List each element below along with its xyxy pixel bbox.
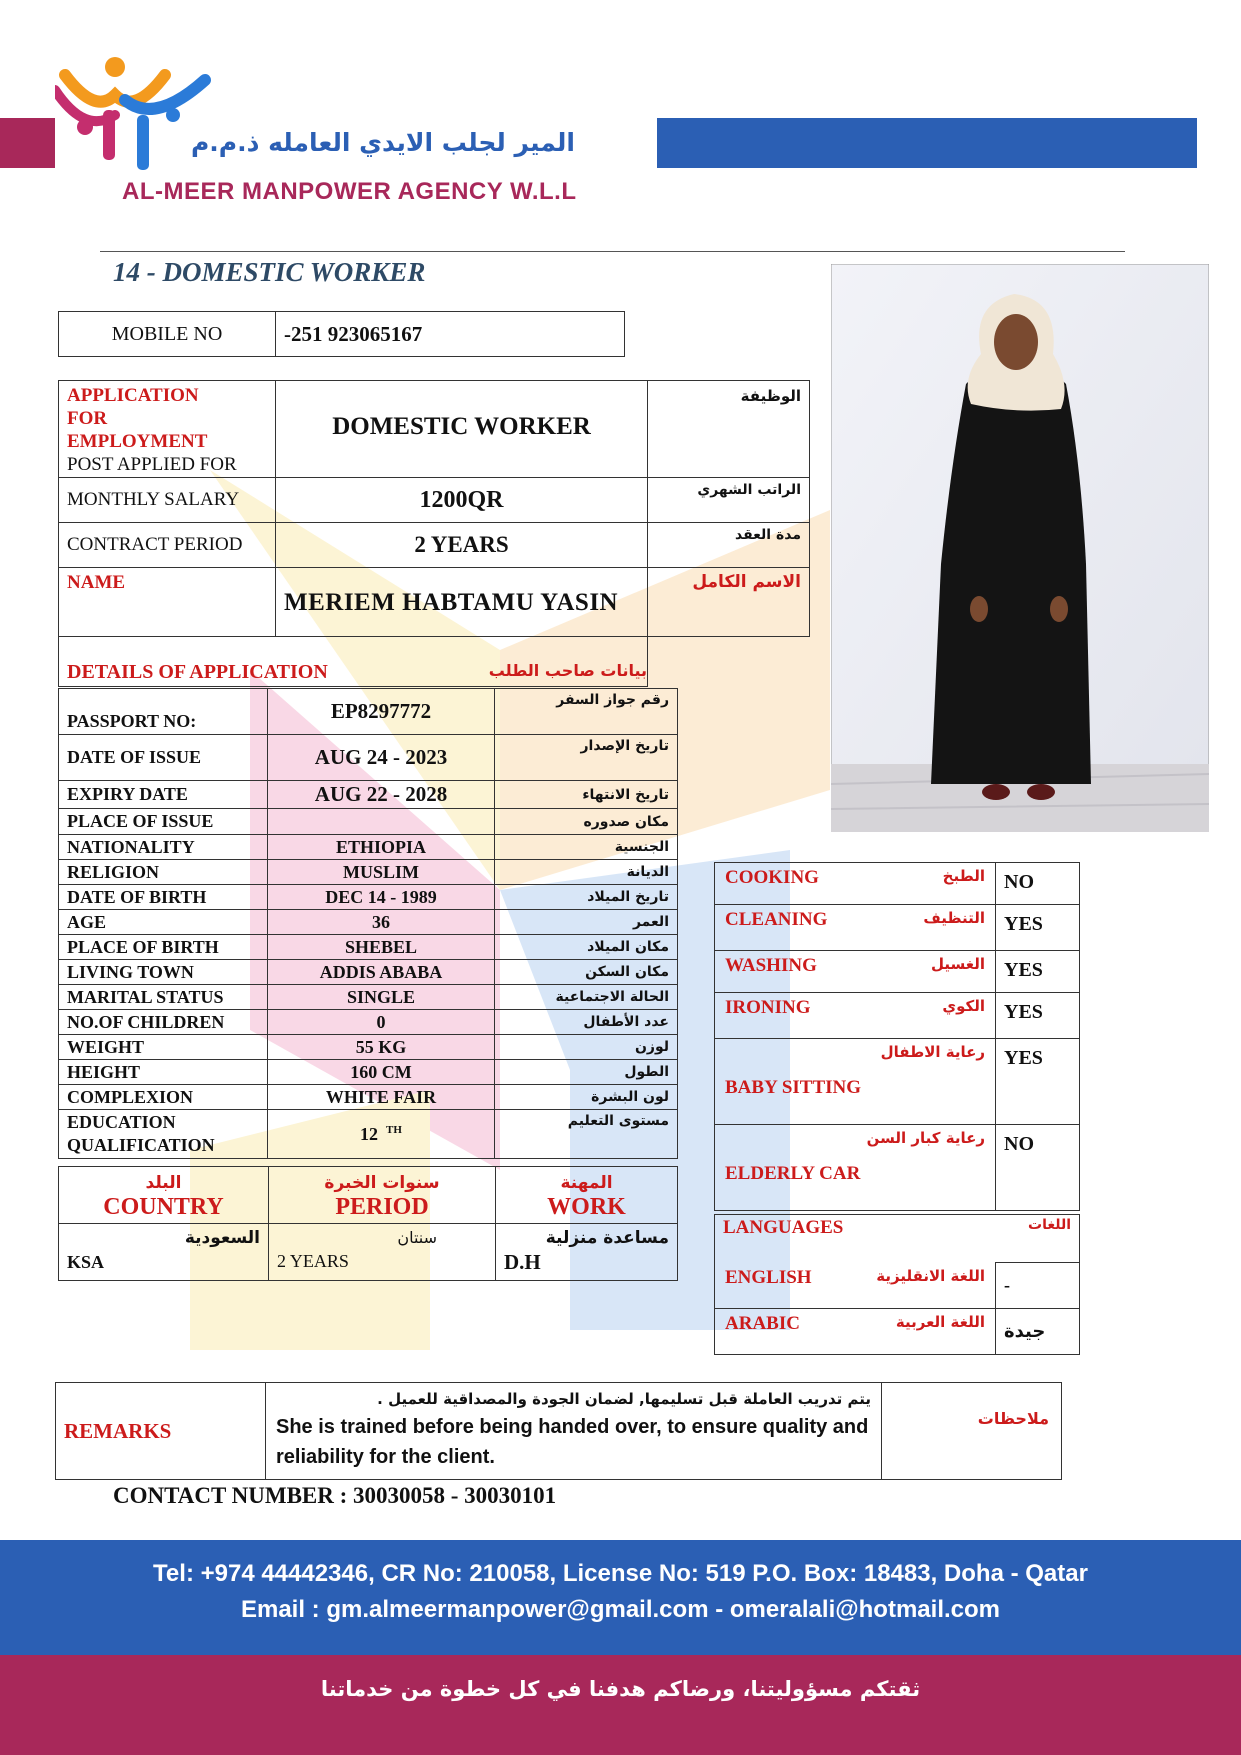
salary-value: 1200QR [276, 478, 648, 523]
details-value [268, 809, 495, 835]
skill-row [715, 951, 1080, 993]
details-arabic: تاريخ الانتهاء [495, 781, 678, 809]
details-label: RELIGION [59, 860, 268, 885]
skill-arabic: الكوي [942, 997, 985, 1015]
details-row [59, 1010, 678, 1035]
skill-value: YES [996, 951, 1080, 993]
remarks-label: REMARKS [56, 1383, 266, 1480]
details-value-text: SINGLE [346, 986, 416, 1007]
skill-arabic: رعاية الاطفال [880, 1043, 985, 1061]
details-value-text: AUG 22 - 2028 [314, 782, 448, 806]
details-row [59, 809, 678, 835]
applicant-photo [831, 264, 1209, 832]
skill-cell [715, 1125, 996, 1211]
details-value [268, 1035, 495, 1060]
language-label: ENGLISH [725, 1266, 812, 1288]
languages-title: LANGUAGES [723, 1217, 844, 1238]
languages-header [715, 1215, 1080, 1263]
remarks-arabic-label: ملاحظات [882, 1383, 1062, 1480]
skill-label: BABY SITTING [725, 1077, 862, 1098]
skill-label: ELDERLY CAR [725, 1163, 861, 1184]
header-right-bar [657, 118, 1197, 168]
company-logo [55, 55, 215, 185]
details-value-text: EP8297772 [330, 699, 432, 723]
details-value [268, 935, 495, 960]
footer-magenta-band [0, 1655, 1241, 1755]
details-row [59, 860, 678, 885]
language-label: ARABIC [725, 1313, 800, 1334]
details-arabic: مكان صدوره [495, 809, 678, 835]
skill-arabic: الطبخ [942, 867, 985, 885]
remarks-text-cell [266, 1383, 882, 1480]
work-cell [496, 1224, 678, 1281]
post-arabic: الوظيفة [648, 381, 810, 478]
period-cell [269, 1224, 496, 1281]
details-table [58, 688, 678, 1159]
details-arabic: تاريخ الميلاد [495, 885, 678, 910]
work-value: D.H [504, 1250, 541, 1274]
skill-label: COOKING [725, 867, 819, 888]
skill-row [715, 905, 1080, 951]
language-level: جيدة [996, 1309, 1080, 1355]
application-for-employment-label: APPLICATION FOR EMPLOYMENT [67, 385, 208, 452]
skill-value: YES [996, 993, 1080, 1039]
skill-row [715, 863, 1080, 905]
details-row [59, 1110, 678, 1159]
contract-arabic: مدة العقد [648, 523, 810, 568]
details-value-text: AUG 24 - 2023 [314, 745, 448, 769]
details-label: PLACE OF ISSUE [59, 809, 268, 835]
details-arabic: رقم جواز السفر [495, 689, 678, 735]
skill-label: IRONING [725, 997, 811, 1018]
details-label: NATIONALITY [59, 835, 268, 860]
salary-arabic: الراتب الشهري [648, 478, 810, 523]
details-value [268, 910, 495, 935]
details-value [268, 1085, 495, 1110]
details-label: PLACE OF BIRTH [59, 935, 268, 960]
details-row [59, 960, 678, 985]
remarks-arabic-text: يتم تدريب العاملة قبل تسليمها, لضمان الجودة والمصداقية للعميل . [377, 1390, 871, 1408]
details-value-text: 12 [360, 1123, 379, 1144]
details-label: COMPLEXION [59, 1085, 268, 1110]
details-arabic: مستوى التعليم [495, 1110, 678, 1159]
details-arabic: تاريخ الإصدار [495, 735, 678, 781]
details-row [59, 910, 678, 935]
details-title: DETAILS OF APPLICATION [67, 661, 328, 683]
languages-table [714, 1214, 1080, 1355]
details-label: WEIGHT [59, 1035, 268, 1060]
details-row [59, 735, 678, 781]
skill-cell [715, 863, 996, 905]
languages-title-arabic: اللغات [1028, 1217, 1071, 1233]
details-value [268, 735, 495, 781]
country-value: KSA [67, 1252, 105, 1272]
name-label: NAME [59, 568, 276, 637]
details-value-text: SHEBEL [344, 936, 418, 957]
header-left-bar [0, 118, 55, 168]
details-label: AGE [59, 910, 268, 935]
skill-arabic: رعاية كبار السن [866, 1129, 985, 1147]
skill-cell [715, 993, 996, 1039]
language-cell [715, 1309, 996, 1355]
footer-contact-line: Tel: +974 44442346, CR No: 210058, License No: 519 P.O. Box: 18483, Doha - Qatar [153, 1560, 1088, 1587]
details-arabic: الديانة [495, 860, 678, 885]
details-value [268, 1010, 495, 1035]
details-label: DATE OF ISSUE [59, 735, 268, 781]
mobile-value: -251 923065167 [276, 312, 625, 357]
period-arabic: سنتان [397, 1228, 437, 1247]
country-header-label: COUNTRY [103, 1194, 224, 1220]
country-cell [59, 1224, 269, 1281]
skills-table [714, 862, 1080, 1211]
details-value [268, 885, 495, 910]
mobile-table [58, 311, 625, 357]
work-arabic: مساعدة منزلية [545, 1228, 669, 1248]
details-arabic: الجنسية [495, 835, 678, 860]
post-applied-label: POST APPLIED FOR [67, 454, 237, 475]
skill-value: NO [996, 1125, 1080, 1211]
name-arabic: الاسم الكامل [648, 568, 810, 637]
skill-row [715, 1125, 1080, 1211]
details-label: HEIGHT [59, 1060, 268, 1085]
mobile-label: MOBILE NO [59, 312, 276, 357]
company-name-arabic: المير لجلب الايدي العامله ذ.م.م [190, 128, 575, 157]
details-value [268, 689, 495, 735]
details-row [59, 1085, 678, 1110]
footer-blue-band [0, 1540, 1241, 1655]
skill-value: YES [996, 1039, 1080, 1125]
details-value-text: DEC 14 - 1989 [325, 886, 437, 907]
period-header-label: PERIOD [335, 1194, 429, 1220]
contract-value: 2 YEARS [276, 523, 648, 568]
details-value-text: ETHIOPIA [335, 836, 427, 857]
details-arabic: عدد الأطفال [495, 1010, 678, 1035]
period-value: 2 YEARS [277, 1251, 349, 1271]
details-row [59, 935, 678, 960]
details-header-cell [59, 637, 648, 687]
period-header [269, 1167, 496, 1224]
language-arabic: اللغة الانقليزية [876, 1266, 985, 1285]
details-row [59, 1060, 678, 1085]
salary-label: MONTHLY SALARY [59, 478, 276, 523]
details-arabic: العمر [495, 910, 678, 935]
country-arabic: السعودية [184, 1228, 260, 1248]
period-header-arabic: سنوات الخبرة [324, 1173, 440, 1193]
details-arabic: مكان الميلاد [495, 935, 678, 960]
details-row [59, 885, 678, 910]
details-row [59, 985, 678, 1010]
details-label: EXPIRY DATE [59, 781, 268, 809]
details-value [268, 985, 495, 1010]
details-value-text: 0 [376, 1011, 386, 1032]
skill-value: YES [996, 905, 1080, 951]
details-arabic: الطول [495, 1060, 678, 1085]
details-value-sup: TH [386, 1123, 402, 1136]
details-value [268, 1060, 495, 1085]
details-value [268, 860, 495, 885]
work-header [496, 1167, 678, 1224]
details-title-arabic: بيانات صاحب الطلب [488, 661, 647, 680]
remarks-table [55, 1382, 1062, 1480]
skill-cell [715, 1039, 996, 1125]
skill-cell [715, 905, 996, 951]
language-row [715, 1263, 1080, 1309]
details-arabic: الحالة الاجتماعية [495, 985, 678, 1010]
footer-email-line: Email : gm.almeermanpower@gmail.com - omeralali@hotmail.com [240, 1596, 1000, 1623]
details-value-text: 55 KG [355, 1036, 407, 1057]
skill-row [715, 993, 1080, 1039]
country-header [59, 1167, 269, 1224]
language-row [715, 1309, 1080, 1355]
skill-row [715, 1039, 1080, 1125]
details-row [59, 1035, 678, 1060]
contract-label: CONTRACT PERIOD [59, 523, 276, 568]
details-row [59, 781, 678, 809]
contact-number: CONTACT NUMBER : 30030058 - 30030101 [113, 1483, 557, 1508]
skill-label: WASHING [725, 955, 817, 976]
post-value: DOMESTIC WORKER [276, 381, 648, 478]
details-value-text: 36 [372, 911, 390, 932]
details-label: PASSPORT NO: [59, 689, 268, 735]
language-level: - [996, 1263, 1080, 1309]
details-value [268, 781, 495, 809]
document-title: 14 - DOMESTIC WORKER [113, 257, 426, 287]
skill-label: CLEANING [725, 909, 828, 930]
application-table [58, 380, 810, 687]
language-cell [715, 1263, 996, 1309]
skill-value: NO [996, 863, 1080, 905]
language-arabic: اللغة العربية [895, 1313, 985, 1331]
skill-arabic: التنظيف [923, 909, 985, 927]
skill-cell [715, 951, 996, 993]
details-arabic: لوزن [495, 1035, 678, 1060]
details-value-text: 160 CM [350, 1061, 412, 1082]
remarks-english-text: She is trained before being handed over, to ensure quality and reliability for the client. [276, 1416, 869, 1468]
details-value-text: MUSLIM [343, 861, 419, 882]
details-value [268, 960, 495, 985]
details-value-text: ADDIS ABABA [319, 961, 443, 982]
details-row [59, 689, 678, 735]
details-row [59, 835, 678, 860]
company-name-english: AL-MEER MANPOWER AGENCY W.L.L [122, 178, 577, 205]
experience-table [58, 1166, 678, 1281]
details-label: MARITAL STATUS [59, 985, 268, 1010]
details-value-text: WHITE FAIR [325, 1086, 437, 1107]
name-value: MERIEM HABTAMU YASIN [276, 568, 648, 637]
header-divider [100, 251, 1125, 252]
details-value [268, 835, 495, 860]
details-label: LIVING TOWN [59, 960, 268, 985]
details-label: DATE OF BIRTH [59, 885, 268, 910]
details-value [268, 1110, 495, 1159]
details-arabic: مكان السكن [495, 960, 678, 985]
details-label: EDUCATION QUALIFICATION [59, 1110, 268, 1159]
work-header-label: WORK [547, 1194, 626, 1220]
post-label-cell [59, 381, 276, 478]
details-arabic: لون البشرة [495, 1085, 678, 1110]
details-label: NO.OF CHILDREN [59, 1010, 268, 1035]
skill-arabic: الغسيل [930, 955, 985, 973]
work-header-arabic: المهنة [560, 1173, 613, 1193]
footer-slogan: ثقتكم مسؤوليتنا، ورضاكم هدفنا في كل خطوة من خدماتنا [320, 1677, 921, 1701]
country-header-arabic: البلد [145, 1173, 182, 1193]
